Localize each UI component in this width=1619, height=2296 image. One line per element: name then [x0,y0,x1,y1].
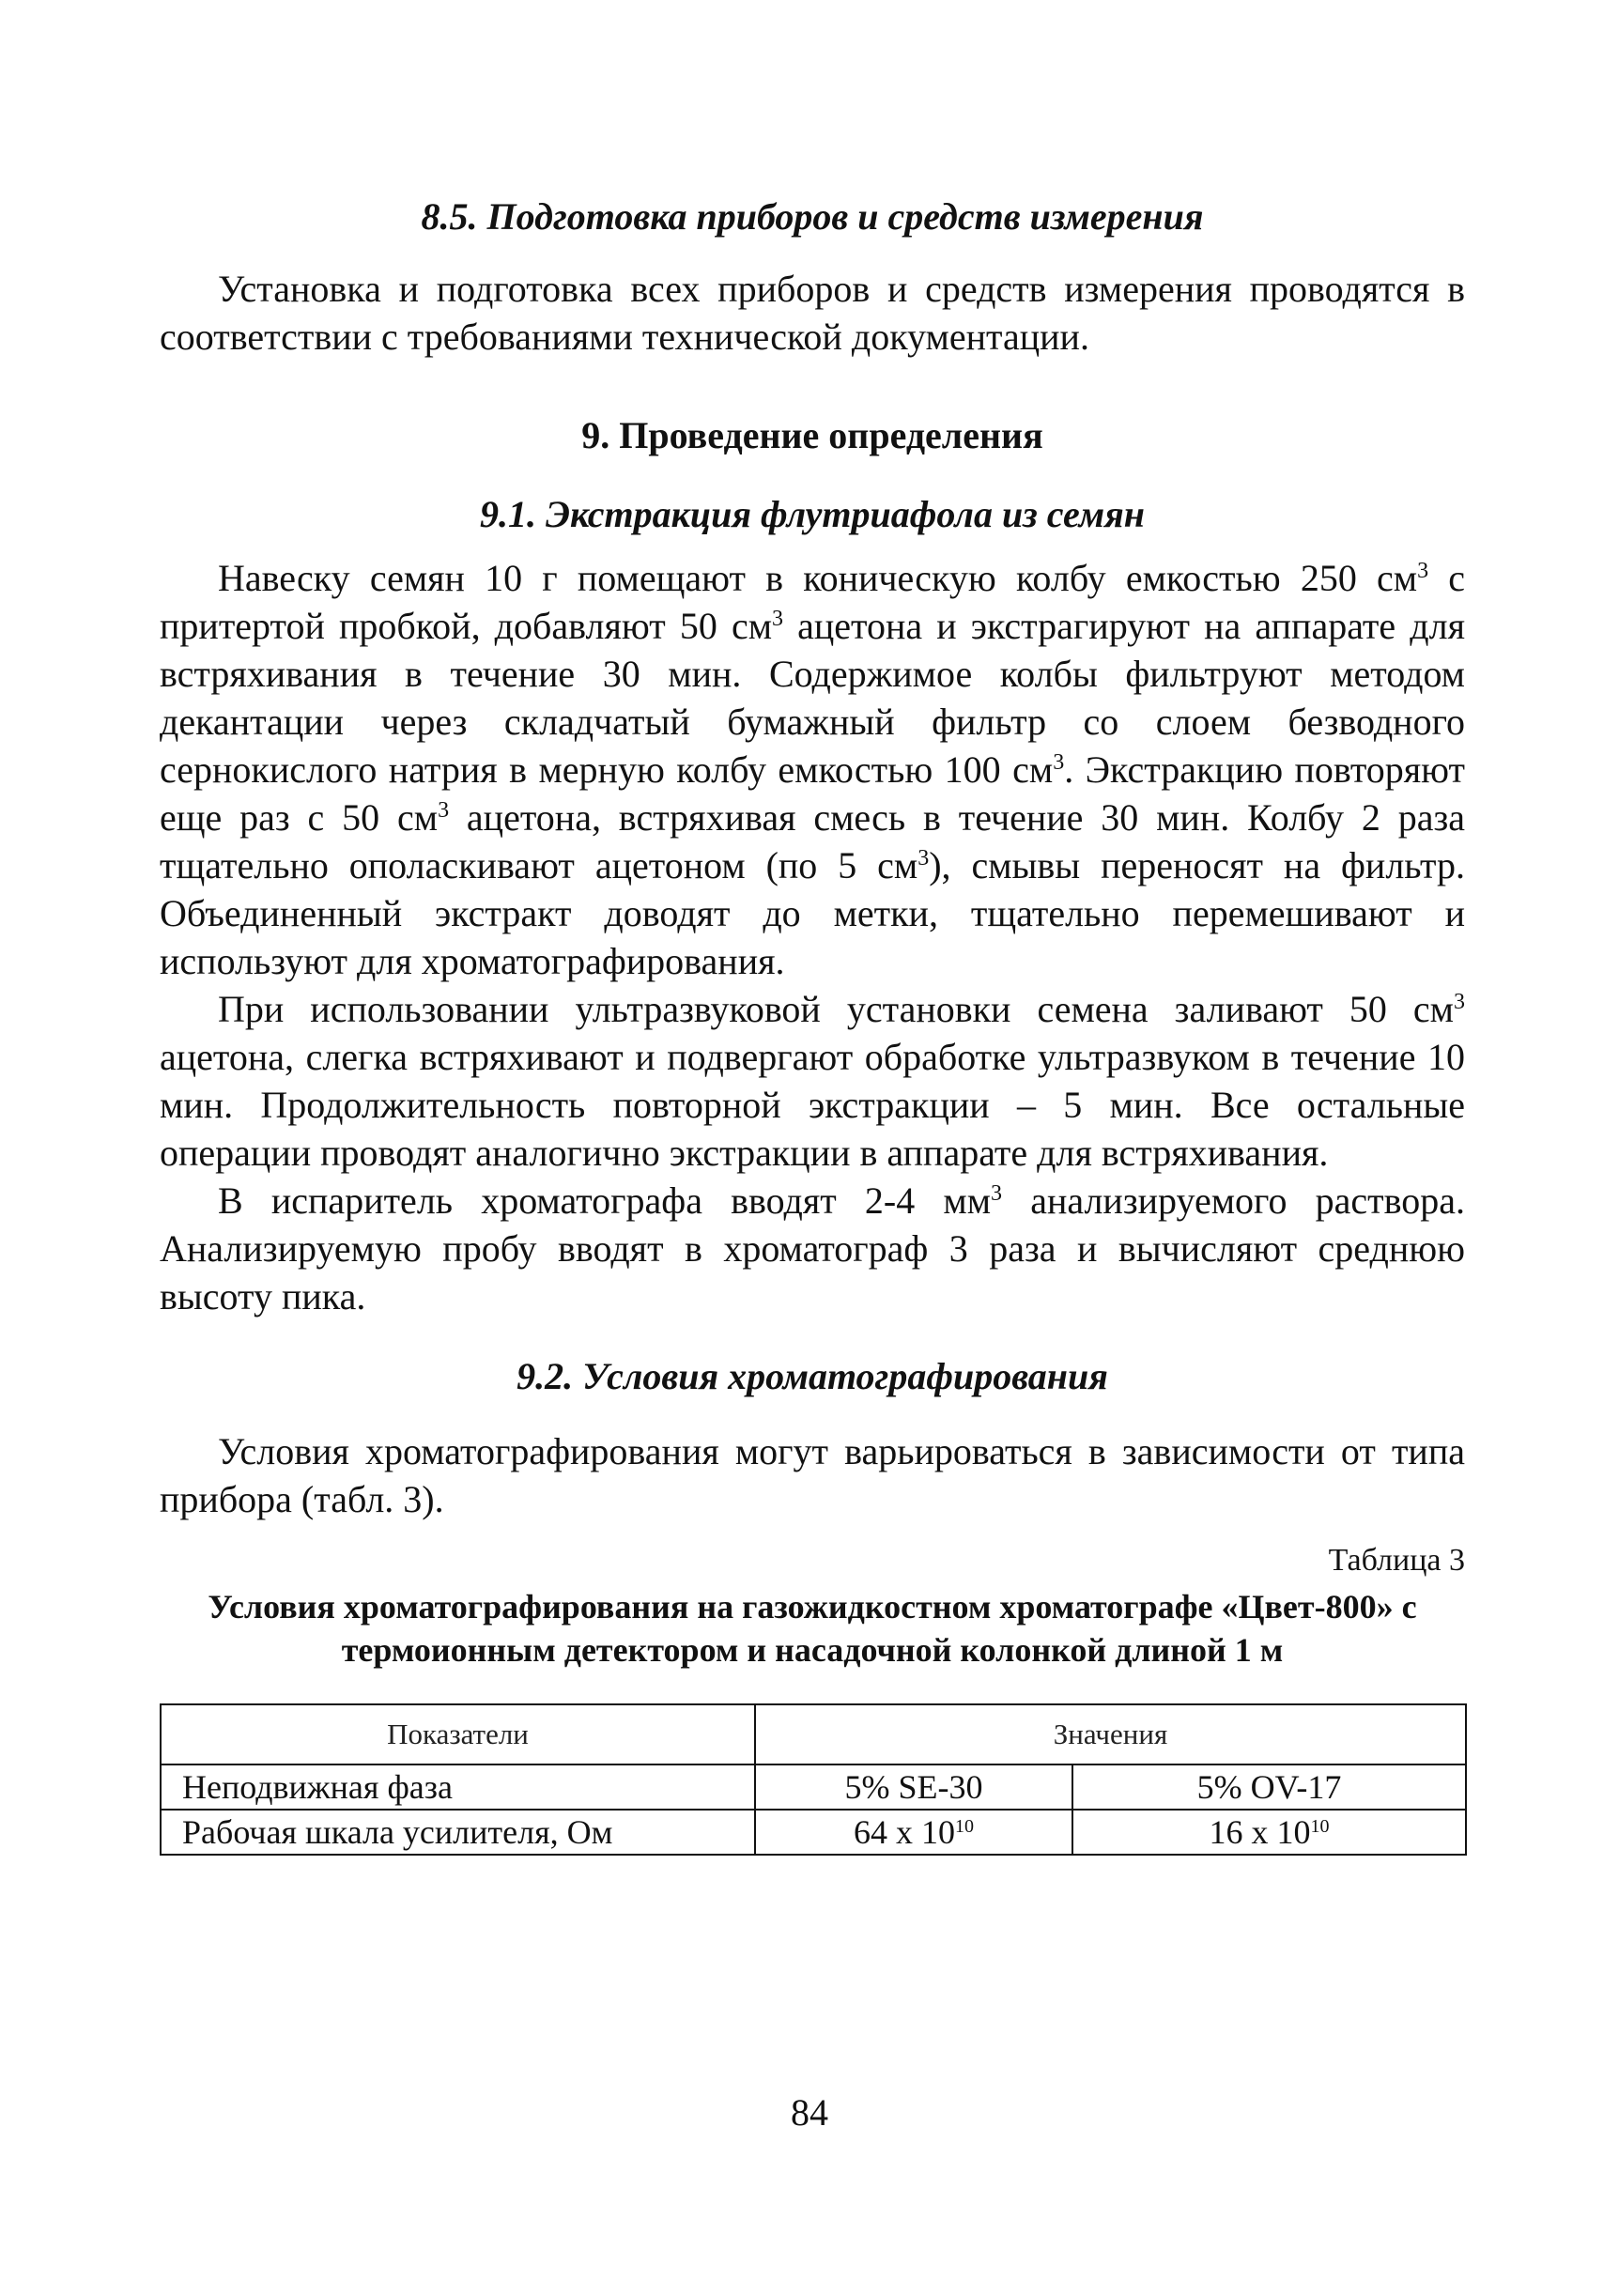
row-label-stationary-phase: Неподвижная фаза [161,1764,755,1810]
text-run: ацетона и экстрагируют на аппарате для встряхивания в течение 30 мин. Содержимое колбы фильтруют методом декантации через складчатый бумажный фильтр со слоем безводного сернокислого натрия в мерную колбу емкостью 100 см [160,605,1465,791]
text-run: ацетона, встряхивая смесь в течение 30 мин. Колбу 2 раза тщательно ополаскивают ацетоном (по 5 см [160,796,1466,886]
paragraph-8-5: Установка и подготовка всех приборов и средств измерения проводятся в соответствии с требованиями технической документации. [160,268,1465,358]
cell-value: 5% SE-30 [755,1764,1072,1810]
text-run: с притертой пробкой, добавляют 50 см [160,557,1465,647]
superscript: 3 [772,607,784,631]
table-title: Условия хроматографирования на газожидкостном хроматографе «Цвет-800» с термоионным детектором и насадочной колонкой длиной 1 м [208,1588,1417,1669]
cell-value: 5% OV-17 [1072,1764,1466,1810]
heading-9-2: 9.2. Условия хроматографирования [517,1355,1108,1397]
table-row [161,1810,1466,1855]
text-run: . Экстракцию повторяют еще раз с 50 см [160,748,1466,839]
text-run: При использовании ультразвуковой установки семена заливают 50 см [218,988,1454,1030]
cell-value [755,1810,1072,1855]
header-cell-indicators: Показатели [161,1704,755,1764]
table-row [161,1764,1466,1810]
paragraph-ultrasound [160,985,1465,1177]
row-label-amplifier-scale: Рабочая шкала усилителя, Ом [161,1810,755,1855]
superscript: 3 [917,846,930,871]
page-number: 84 [791,2091,828,2134]
heading-8-5: 8.5. Подготовка приборов и средств измерения [421,195,1204,238]
text-run: ацетона, слегка встряхивают и подвергают обработке ультразвуком в течение 10 мин. Продолжительность повторной экстракции – 5 мин. Все остальные операции проводят аналогично экстракции в аппарате для встряхивания. [160,1036,1465,1174]
text-run: В испаритель хроматографа вводят 2-4 мм [218,1179,992,1222]
paragraph-9-2: Условия хроматографирования могут варьироваться в зависимости от типа прибора (табл. 3). [160,1430,1465,1520]
value-exponent: 10 [1310,1816,1330,1837]
heading-9: 9. Проведение определения [581,414,1043,456]
value-base: 16 x 10 [1209,1813,1311,1851]
conditions-table [160,1703,1467,1856]
superscript: 3 [991,1181,1003,1206]
text-run: ), смывы переносят на фильтр. Объединенный экстракт доводят до метки, тщательно перемешивают и используют для хроматографирования. [160,844,1465,982]
header-cell-values: Значения [755,1704,1466,1764]
superscript: 3 [438,798,450,823]
superscript: 3 [1417,559,1429,583]
table-header-row [161,1704,1466,1764]
text-run: Навеску семян 10 г помещают в коническую колбу емкостью 250 см [218,557,1418,599]
cell-value [1072,1810,1466,1855]
value-exponent: 10 [955,1816,974,1837]
text-run: анализируемого раствора. Анализируемую пробу вводят в хроматограф 3 раза и вычисляют среднюю высоту пика. [160,1179,1465,1318]
heading-9-1: 9.1. Экстракция флутриафола из семян [480,493,1145,535]
paragraph-extraction [160,554,1465,985]
value-base: 64 x 10 [854,1813,955,1851]
superscript: 3 [1053,750,1065,775]
page-content [160,193,1465,1856]
superscript: 3 [1454,990,1465,1014]
paragraph-injection [160,1177,1465,1320]
table-label: Таблица 3 [1328,1543,1465,1578]
